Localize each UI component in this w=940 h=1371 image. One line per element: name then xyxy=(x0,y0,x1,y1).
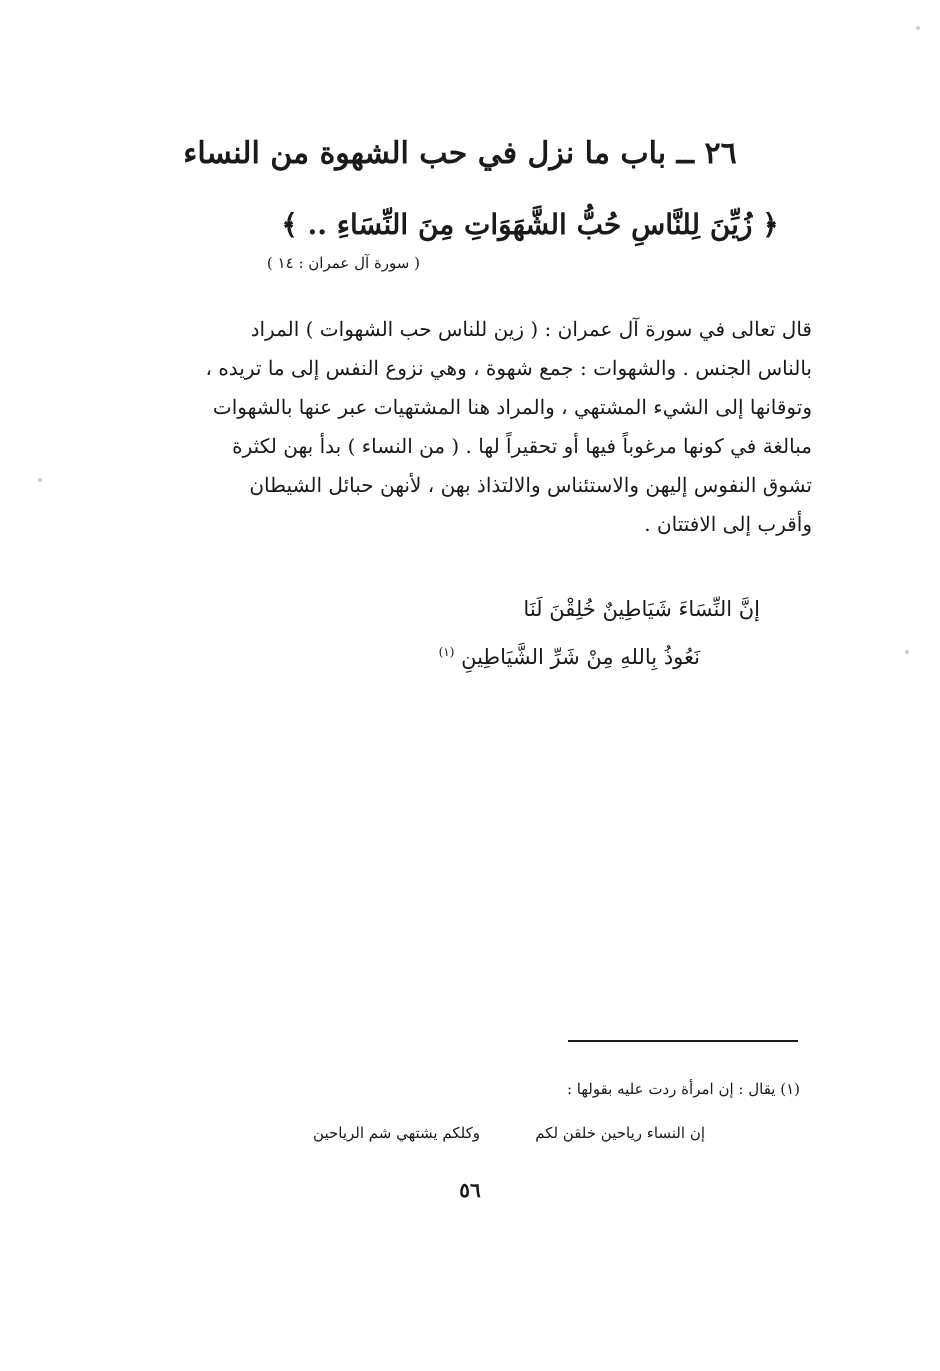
paragraph-line: قال تعالى في سورة آل عمران : ( زين للناس حب الشهوات ) المراد xyxy=(250,317,812,341)
footnote-hemistich-2: وكلكم يشتهي شم الرياحين xyxy=(313,1124,480,1142)
scan-speck xyxy=(38,478,42,482)
chapter-title: ٢٦ ــ باب ما نزل في حب الشهوة من النساء xyxy=(183,136,737,171)
paragraph-line: وتوقانها إلى الشيء المشتهي ، والمراد هنا المشتهيات عبر عنها بالشهوات xyxy=(212,395,812,419)
quran-verse: ﴿ زُيِّنَ لِلنَّاسِ حُبُّ الشَّهَوَاتِ مِنَ النِّسَاءِ .. ﴾ xyxy=(281,208,779,241)
poem-line-2-text: نَعُوذُ بِاللهِ مِنْ شَرِّ الشَّيَاطِينِ xyxy=(461,645,700,669)
poem-verse xyxy=(200,588,760,679)
footnote-marker: (١) xyxy=(438,645,455,659)
paragraph-line: بالناس الجنس . والشهوات : جمع شهوة ، وهي نزوع النفس إلى ما تريده ، xyxy=(205,356,812,380)
scan-speck xyxy=(916,26,920,30)
verse-reference: ( سورة آل عمران : ١٤ ) xyxy=(266,254,420,272)
paragraph-line: مبالغة في كونها مرغوباً فيها أو تحقيراً لها . ( من النساء ) بدأ بهن لكثرة xyxy=(232,434,812,458)
page-number: ٥٦ xyxy=(459,1178,481,1202)
commentary-paragraph xyxy=(122,310,812,544)
paragraph-line: تشوق النفوس إليهن والاستئناس والالتذاذ بهن ، لأنهن حبائل الشيطان xyxy=(249,473,812,497)
footnote-hemistich-1: إن النساء رياحين خلقن لكم xyxy=(535,1124,705,1142)
footnote-divider xyxy=(568,1040,798,1042)
poem-line-2 xyxy=(200,631,760,679)
poem-line-1: إنَّ النِّسَاءَ شَيَاطِينٌ خُلِقْنَ لَنَا xyxy=(523,597,760,621)
paragraph-line: وأقرب إلى الافتتان . xyxy=(644,512,812,536)
scan-speck xyxy=(905,650,909,654)
footnote-intro: (١) يقال : إن امرأة ردت عليه بقولها : xyxy=(566,1080,800,1098)
